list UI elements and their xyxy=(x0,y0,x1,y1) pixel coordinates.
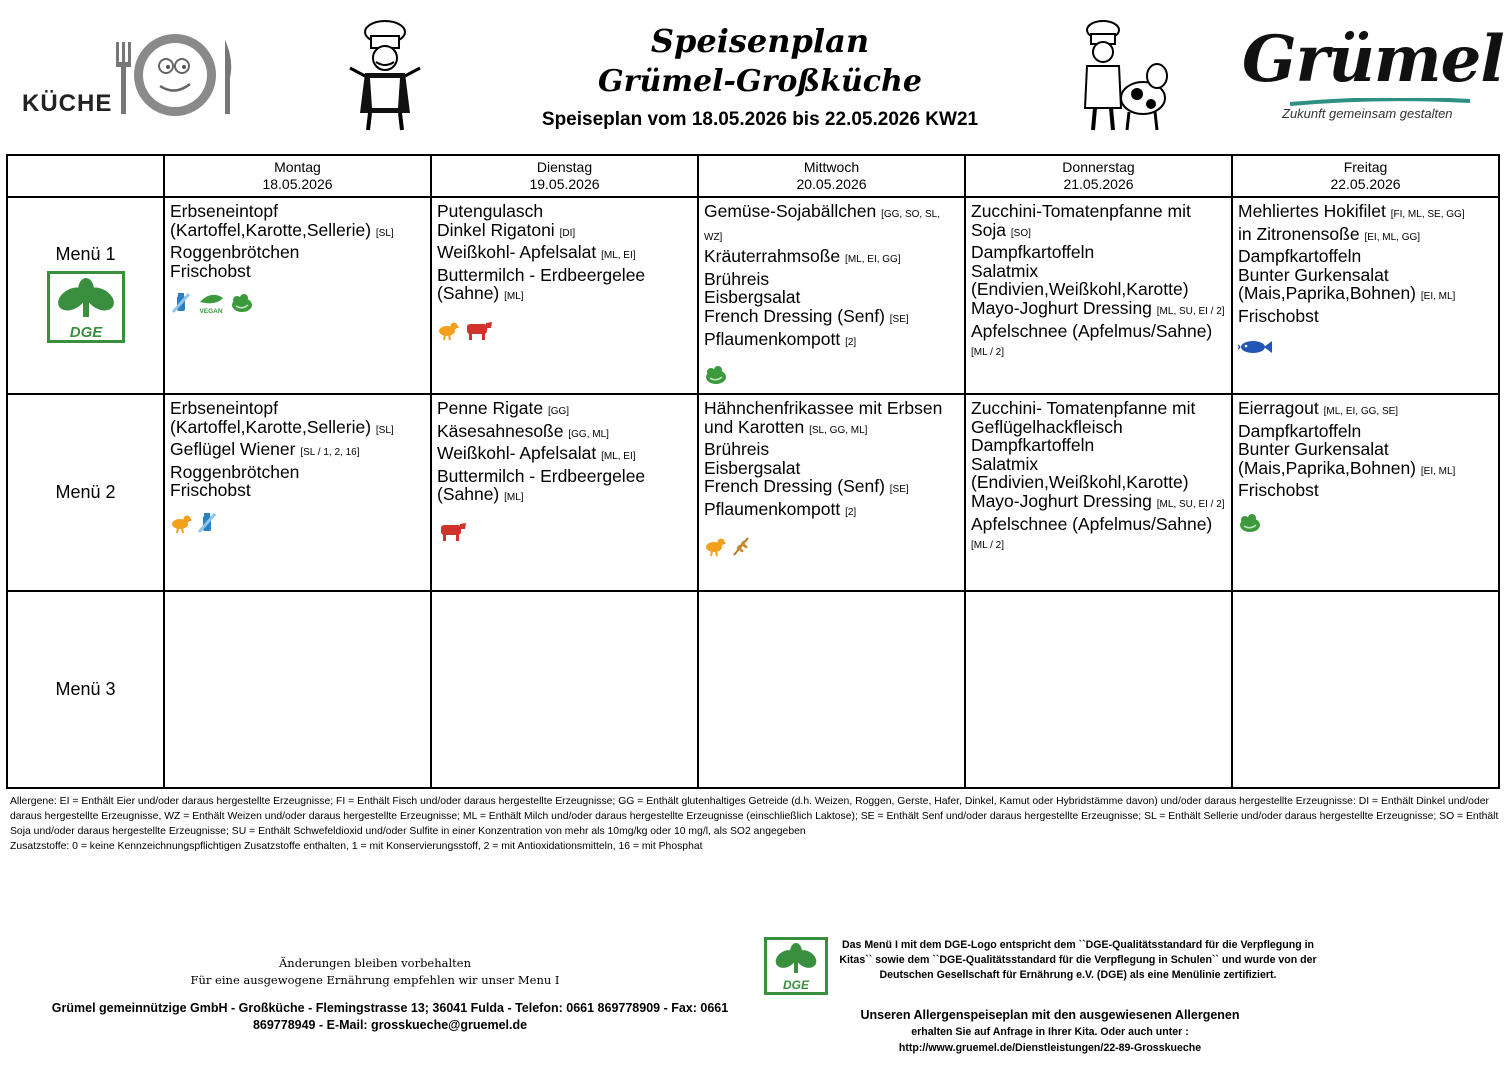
meal-item-text: Dinkel Rigatoni xyxy=(437,219,555,240)
meal-item-text: (Kartoffel,Karotte,Sellerie) xyxy=(170,416,372,437)
meal-item xyxy=(1238,481,1493,500)
meal-item xyxy=(1238,399,1493,422)
meal-item xyxy=(437,202,692,221)
grain-icon xyxy=(730,535,752,562)
meal-item xyxy=(437,284,692,307)
meal-item xyxy=(170,262,425,281)
poultry-icon xyxy=(437,319,459,346)
meal-item-text: Eierragout xyxy=(1238,398,1319,418)
meal-item-text: Salatmix xyxy=(971,260,1039,281)
meal-cell xyxy=(431,591,698,788)
day-header: Freitag 22.05.2026 xyxy=(1232,155,1499,197)
page-subtitle: Grümel-Großküche xyxy=(598,64,922,99)
meal-item-text: Frischobst xyxy=(1238,480,1319,501)
meal-items xyxy=(170,399,425,500)
allergen-plan-info xyxy=(790,1006,1310,1056)
meal-item xyxy=(1238,459,1493,482)
meal-item xyxy=(971,243,1226,262)
meal-item-text: (Endivien,Weißkohl,Karotte) xyxy=(971,279,1189,300)
menu-row xyxy=(7,197,1499,394)
meal-item-text: Geflügel Wiener xyxy=(170,439,296,460)
meal-item-text: Bunter Gurkensalat xyxy=(1238,264,1389,285)
meal-item xyxy=(704,307,959,330)
meal-cell xyxy=(164,197,431,394)
allergen-tag: [GG] xyxy=(547,406,570,417)
brand-swoosh-icon xyxy=(1290,98,1470,106)
company-info: Grümel gemeinnützige GmbH - Großküche - Flemingstrasse 13; 36041 Fulda - Telefon: 0661 869778909 - Fax: 0661 869778949 - E-Mail: grosskueche@gruemel.de xyxy=(51,1001,729,1032)
meal-item xyxy=(437,266,692,285)
meal-item xyxy=(437,422,692,445)
allergen-tag: [ML, EI] xyxy=(601,250,636,262)
meal-item-text: Brühreis xyxy=(704,268,770,289)
meal-cell xyxy=(1232,394,1499,591)
meal-item-text: Putengulasch xyxy=(437,201,544,221)
allergen-tag: [EI, ML] xyxy=(1420,291,1456,303)
meal-item-text: French Dressing (Senf) xyxy=(704,476,885,497)
meal-item-text: Soja xyxy=(971,219,1007,240)
meal-item xyxy=(971,436,1226,455)
meal-item-text: Zucchini-Tomatenpfanne mit xyxy=(971,201,1191,221)
chef-illustration-icon xyxy=(340,18,430,133)
meal-item-text: (Sahne) xyxy=(437,283,500,304)
meal-icons xyxy=(437,520,692,547)
meal-items xyxy=(1238,399,1493,500)
meal-icons xyxy=(1238,512,1493,539)
meal-item-text: (Mais,Paprika,Bohnen) xyxy=(1238,283,1416,304)
menu-label: Menü 1 xyxy=(55,243,116,264)
meal-item xyxy=(437,221,692,244)
meal-icons xyxy=(704,364,959,391)
milk-free-icon xyxy=(196,512,218,539)
meal-item xyxy=(971,515,1226,556)
allergen-tag: [ML] xyxy=(504,291,524,303)
fish-icon xyxy=(1238,338,1272,361)
changes-note xyxy=(190,955,560,989)
meal-item xyxy=(971,299,1226,322)
allergen-legend xyxy=(10,794,1500,854)
menu-label: Menü 2 xyxy=(55,482,116,502)
meal-icons xyxy=(170,292,425,319)
meal-item xyxy=(704,440,959,459)
poultry-icon xyxy=(170,512,192,539)
meal-item xyxy=(704,500,959,523)
allergen-tag: [SO] xyxy=(1010,227,1031,239)
meal-item-text: Pflaumenkompott xyxy=(704,328,841,349)
allergen-tag: [GG, ML] xyxy=(568,428,609,440)
gruemel-logo xyxy=(1240,18,1504,128)
meal-item xyxy=(1238,202,1493,225)
beef-icon xyxy=(463,319,493,346)
meal-item xyxy=(971,262,1226,281)
meal-item-text: Weißkohl- Apfelsalat xyxy=(437,242,597,263)
brand-tagline: Zukunft gemeinsam gestalten xyxy=(1282,106,1453,121)
allergen-tag: [ML / 2] xyxy=(971,347,1004,359)
meal-item-text: (Sahne) xyxy=(437,484,500,505)
meal-item-text: Frischobst xyxy=(1238,305,1319,326)
meal-item xyxy=(170,202,425,221)
meal-item-text: (Endivien,Weißkohl,Karotte) xyxy=(971,472,1189,493)
meal-items xyxy=(704,202,959,352)
day-header: Dienstag 19.05.2026 xyxy=(431,155,698,197)
meal-item-text: Eisbergsalat xyxy=(704,287,801,308)
meal-item xyxy=(437,444,692,467)
allergen-tag: [EI, ML, GG] xyxy=(1364,231,1421,243)
meal-item-text: Weißkohl- Apfelsalat xyxy=(437,443,597,464)
allergen-tag: [FI, ML, SE, GG] xyxy=(1390,209,1465,220)
poultry-icon xyxy=(704,535,726,562)
menu-label: Menü 3 xyxy=(55,679,116,699)
note-line: Für eine ausgewogene Ernährung empfehlen wir unser Menu I xyxy=(190,973,560,987)
meal-cell xyxy=(164,591,431,788)
menu-row xyxy=(7,394,1499,591)
note-line: Änderungen bleiben vorbehalten xyxy=(278,956,472,970)
meal-item-text: Zucchini- Tomatenpfanne mit xyxy=(971,398,1196,418)
meal-item-text: Erbseneintopf xyxy=(170,398,278,418)
meal-items xyxy=(437,202,692,307)
menu-label-cell xyxy=(7,394,164,591)
meal-cell xyxy=(965,197,1232,394)
dge-logo-text: DGE xyxy=(69,323,102,341)
meal-item xyxy=(1238,247,1493,266)
meal-item-text: Buttermilch - Erdbeergelee xyxy=(437,264,646,285)
vegan-label: VEGAN xyxy=(199,308,223,315)
meal-cell xyxy=(164,394,431,591)
vegan-icon xyxy=(196,292,226,319)
dge-logo-icon xyxy=(764,937,828,995)
meal-item-text: Roggenbrötchen xyxy=(170,242,300,263)
meal-cell xyxy=(965,394,1232,591)
allergen-tag: [DI] xyxy=(559,227,576,239)
meal-items xyxy=(170,202,425,280)
meal-icons xyxy=(1238,338,1493,361)
meal-item-text: French Dressing (Senf) xyxy=(704,305,885,326)
meal-icons xyxy=(170,512,425,539)
meal-item-text: Dampfkartoffeln xyxy=(971,435,1095,456)
meal-cell xyxy=(698,591,965,788)
meal-icons xyxy=(704,535,959,562)
meal-item xyxy=(437,485,692,508)
allergen-text: Allergene: EI = Enthält Eier und/oder daraus hergestellte Erzeugnisse; FI = Enthält Fisch und/oder daraus hergestellte Erzeugnisse; GG = Enthält glutenhaltiges Getreide (d.h. Weizen, Roggen, Gerste, Hafer, Dinkel, Kamut oder Hybridstämme davon) und/oder daraus hergestellte Erzeugnisse: DI = Enthält Dinkel und/oder daraus hergestellte Erzeugnisse, WZ = Enthält Weizen und/oder daraus hergestellte Erzeugnisse; ML = Enthält Milch und/oder daraus hergestellte Erzeugnisse (einschließlich Laktose); SE = Enthält Senf und/oder daraus hergestellte Erzeugnisse; SL = Enthält Sellerie und/oder daraus hergestellte Erzeugnisse; SO = Enthält Soja und/oder daraus hergestellte Erzeugnisse; SU = Enthält Schwefeldioxid und/oder Sulfite in einer Konzentration von mehr als 10mg/kg oder 10 mg/l, als SO2 angegeben xyxy=(10,796,1499,837)
meal-cell xyxy=(1232,591,1499,788)
date-range: Speiseplan vom 18.05.2026 bis 22.05.2026 KW21 xyxy=(541,109,979,130)
meal-item xyxy=(1238,284,1493,307)
meal-item xyxy=(170,440,425,463)
meal-item xyxy=(704,399,959,418)
chef-cow-illustration-icon xyxy=(1065,18,1170,136)
allergen-tag: [EI, ML] xyxy=(1420,465,1456,477)
meal-items xyxy=(704,399,959,523)
meal-item xyxy=(1238,225,1493,248)
dge-certification-text: Das Menü I mit dem DGE-Logo entspricht dem ``DGE-Qualitätsstandard für die Verpflegung in Kitas`` sowie dem ``DGE-Qualitätsstandard für die Verpflegung in Schulen`` und wurde von der Deutschen Gesellschaft für Ernährung e.V. (DGE) als eine Menülinie zertifiziert. xyxy=(839,939,1317,981)
meal-items xyxy=(971,202,1226,363)
meal-item xyxy=(704,247,959,270)
meal-items xyxy=(437,399,692,508)
kueche-logo xyxy=(20,30,240,120)
meal-item-text: Pflaumenkompott xyxy=(704,498,841,519)
meal-item xyxy=(971,455,1226,474)
meal-item xyxy=(704,270,959,289)
meal-cell xyxy=(1232,197,1499,394)
meal-item-text: Apfelschnee (Apfelmus/Sahne) xyxy=(971,320,1213,341)
meal-item xyxy=(437,243,692,266)
meal-item-text: in Zitronensoße xyxy=(1238,223,1360,244)
dge-logo-icon xyxy=(47,271,125,343)
meal-item xyxy=(170,481,425,500)
meal-item xyxy=(170,221,425,244)
meal-item-text: Dampfkartoffeln xyxy=(971,242,1095,263)
meal-item-text: Brühreis xyxy=(704,439,770,460)
allergen-tag: [ML, EI] xyxy=(601,451,636,463)
meal-item xyxy=(971,322,1226,363)
allergen-tag: [SE] xyxy=(889,313,909,325)
meal-item-text: Penne Rigate xyxy=(437,398,544,418)
meal-item xyxy=(704,459,959,478)
allergen-tag: [ML, SU, EI / 2] xyxy=(1156,305,1225,317)
meal-cell xyxy=(965,591,1232,788)
allergen-plan-link[interactable]: http://www.gruemel.de/Dienstleistungen/22-89-Grosskueche xyxy=(898,1042,1202,1054)
allergen-tag: [SL / 1, 2, 16] xyxy=(300,447,360,459)
additives-text: Zusatzstoffe: 0 = keine Kennzeichnungspflichtigen Zusatzstoffe enthalten, 1 = mit Konservierungsstoff, 2 = mit Antioxidationsmitteln, 16 = mit Phosphat xyxy=(10,841,703,852)
allergen-tag: [SL] xyxy=(375,424,394,436)
allergen-tag: [ML, EI, GG] xyxy=(845,254,901,266)
day-header: Mittwoch 20.05.2026 xyxy=(698,155,965,197)
meal-item xyxy=(704,330,959,353)
meal-item-text: Frischobst xyxy=(170,260,251,281)
title-block xyxy=(480,18,1040,131)
meal-cell xyxy=(698,197,965,394)
meal-item xyxy=(1238,440,1493,459)
brand-name: Grümel xyxy=(1242,22,1504,97)
meal-item-text: Hähnchenfrikassee mit Erbsen xyxy=(704,398,943,418)
vegetable-icon xyxy=(230,292,254,319)
allergen-tag: [ML, EI, GG, SE] xyxy=(1323,406,1399,417)
meal-item xyxy=(1238,307,1493,326)
allergen-tag: [ML] xyxy=(504,492,524,504)
meal-cell xyxy=(431,197,698,394)
meal-icons xyxy=(437,319,692,346)
menu-label-cell xyxy=(7,591,164,788)
meal-item xyxy=(704,418,959,441)
meal-item xyxy=(971,492,1226,515)
allergen-tag: [SL, GG, ML] xyxy=(809,424,868,436)
menu-row xyxy=(7,591,1499,788)
meal-items xyxy=(971,399,1226,556)
allergen-tag: [ML, SU, EI / 2] xyxy=(1156,498,1225,510)
milk-free-icon xyxy=(170,292,192,319)
vegetable-icon xyxy=(1238,512,1262,539)
meal-item-text: Erbseneintopf xyxy=(170,201,278,221)
meal-item xyxy=(170,399,425,418)
menu-table xyxy=(6,154,1500,789)
meal-item xyxy=(1238,422,1493,441)
day-header: Donnerstag 21.05.2026 xyxy=(965,155,1232,197)
meal-item-text: Dampfkartoffeln xyxy=(1238,246,1362,267)
meal-item-text: Frischobst xyxy=(170,480,251,501)
meal-item-text: (Kartoffel,Karotte,Sellerie) xyxy=(170,219,372,240)
meal-item xyxy=(971,221,1226,244)
meal-item-text: Mayo-Joghurt Dressing xyxy=(971,490,1152,511)
meal-item-text: Salatmix xyxy=(971,453,1039,474)
meal-item-text: Kräuterrahmsoße xyxy=(704,246,841,267)
allergen-tag: [GG, SO, SL, WZ] xyxy=(704,209,940,243)
dge-logo-text: DGE xyxy=(782,978,810,992)
meal-cell xyxy=(698,394,965,591)
meal-item-text: (Mais,Paprika,Bohnen) xyxy=(1238,457,1416,478)
meal-item xyxy=(170,463,425,482)
allergen-tag: [SE] xyxy=(889,484,909,496)
meal-item-text: Roggenbrötchen xyxy=(170,461,300,482)
vegetable-icon xyxy=(704,364,728,391)
meal-item-text: und Karotten xyxy=(704,416,805,437)
beef-icon xyxy=(437,520,467,547)
meal-item-text: Geflügelhackfleisch xyxy=(971,416,1123,437)
meal-item xyxy=(704,477,959,500)
page-title: Speisenplan xyxy=(650,22,870,60)
kueche-logo-text: KÜCHE xyxy=(22,90,113,117)
meal-item xyxy=(971,399,1226,418)
meal-item-text: Mehliertes Hokifilet xyxy=(1238,201,1386,221)
menu-label-cell xyxy=(7,197,164,394)
meal-item xyxy=(437,467,692,486)
meal-item xyxy=(704,288,959,307)
meal-item-text: Käsesahnesoße xyxy=(437,420,564,441)
allergen-plan-line: erhalten Sie auf Anfrage in Ihrer Kita. Oder auch unter : xyxy=(911,1026,1189,1038)
meal-cell xyxy=(431,394,698,591)
meal-item-text: Apfelschnee (Apfelmus/Sahne) xyxy=(971,513,1213,534)
meal-item-text: Gemüse-Sojabällchen xyxy=(704,201,877,221)
corner-cell xyxy=(7,155,164,197)
meal-item xyxy=(971,280,1226,299)
day-header-row xyxy=(7,155,1499,197)
meal-items xyxy=(1238,202,1493,326)
day-header: Montag 18.05.2026 xyxy=(164,155,431,197)
allergen-plan-line: Unseren Allergenspeiseplan mit den ausgewiesenen Allergenen xyxy=(860,1008,1240,1022)
meal-item-text: Buttermilch - Erdbeergelee xyxy=(437,465,646,486)
meal-item xyxy=(971,202,1226,221)
allergen-tag: [ML / 2] xyxy=(971,540,1004,552)
meal-item xyxy=(704,202,959,247)
meal-item xyxy=(437,399,692,422)
meal-item-text: Dampfkartoffeln xyxy=(1238,420,1362,441)
meal-item-text: Eisbergsalat xyxy=(704,457,801,478)
meal-item-text: Bunter Gurkensalat xyxy=(1238,439,1389,460)
meal-item-text: Mayo-Joghurt Dressing xyxy=(971,297,1152,318)
meal-item xyxy=(971,473,1226,492)
allergen-tag: [2] xyxy=(845,506,857,518)
meal-item xyxy=(170,243,425,262)
meal-item xyxy=(971,418,1226,437)
allergen-tag: [2] xyxy=(845,336,857,348)
meal-item xyxy=(1238,266,1493,285)
meal-item xyxy=(170,418,425,441)
allergen-tag: [SL] xyxy=(375,227,394,239)
